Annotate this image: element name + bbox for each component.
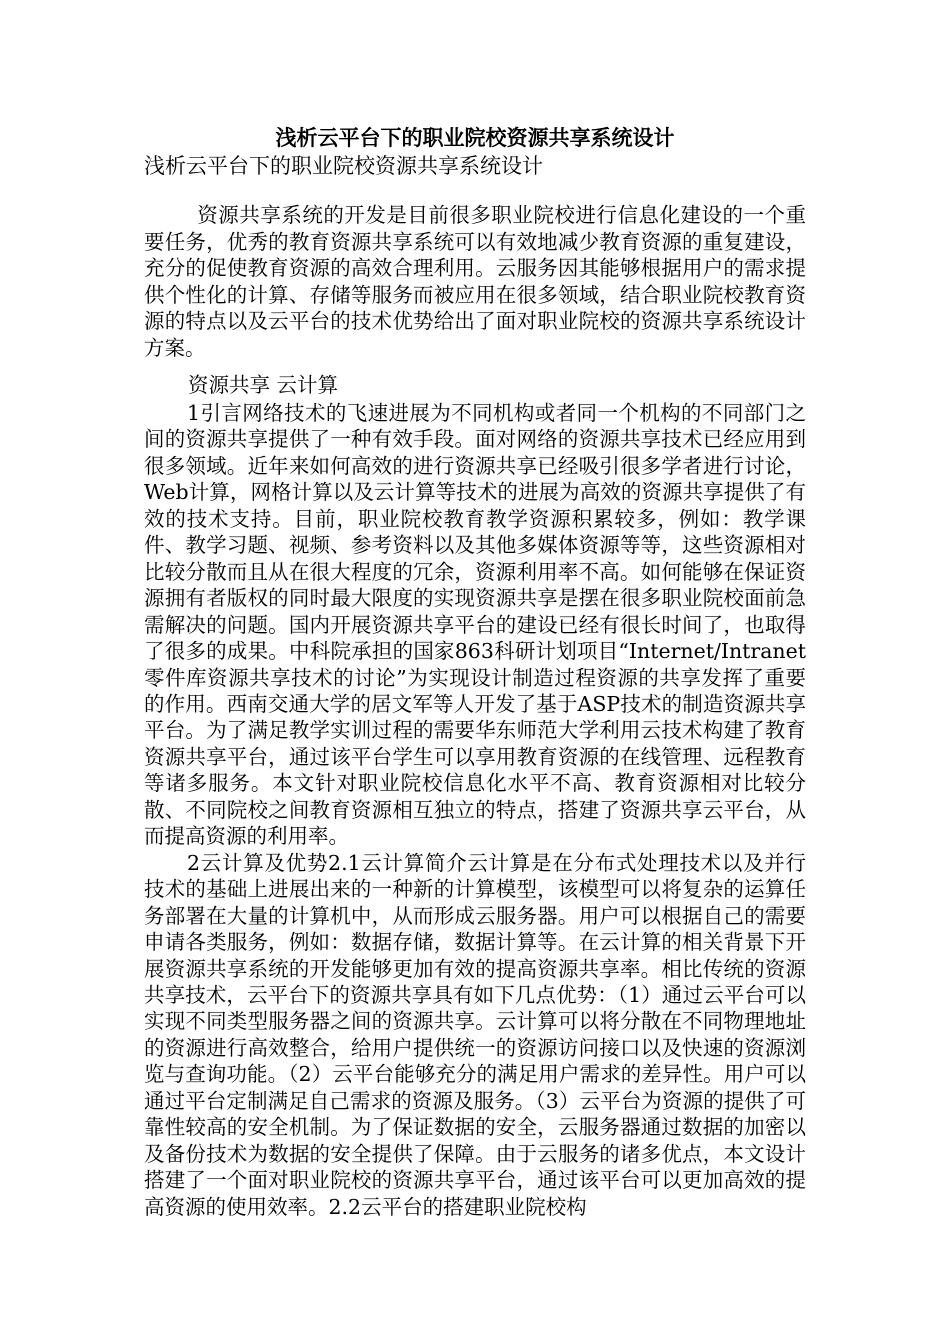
- body-paragraph-cloud-computing: 2云计算及优势2.1云计算简介云计算是在分布式处理技术以及并行技术的基础上进展出来的一种新的计算模型，该模型可以将复杂的运算任务部署在大量的计算机中，从而形成云服务器。用户可以根据自己的需要申请各类服务，例如：数据存储，数据计算等。在云计算的相关背景下开展资源共享系统的开发能够更加有效的提高资源共享率。相比传统的资源共享技术，云平台下的资源共享具有如下几点优势：（1）通过云平台可以实现不同类型服务器之间的资源共享。云计算可以将分散在不同物理地址的资源进行高效整合，给用户提供统一的资源访问接口以及快速的资源浏览与查询功能。（2）云平台能够充分的满足用户需求的差异性。用户可以通过平台定制满足自己需求的资源及服务。（3）云平台为资源的提供了可靠性较高的安全机制。为了保证数据的安全，云服务器通过数据的加密以及备份技术为数据的安全提供了保障。由于云服务的诸多优点，本文设计搭建了一个面对职业院校的资源共享平台，通过该平台可以更加高效的提高资源的使用效率。2.2云平台的搭建职业院校构: [144, 850, 806, 1219]
- document-subtitle: 浅析云平台下的职业院校资源共享系统设计: [144, 154, 543, 178]
- keywords-line: 资源共享 云计算: [188, 373, 339, 397]
- body-text: [144, 400, 806, 1220]
- body-paragraph-introduction: 1引言网络技术的飞速进展为不同机构或者同一个机构的不同部门之间的资源共享提供了一种有效手段。面对网络的资源共享技术已经应用到很多领域。近年来如何高效的进行资源共享已经吸引很多学者进行讨论，Web计算，网格计算以及云计算等技术的进展为高效的资源共享提供了有效的技术支持。目前，职业院校教育教学资源积累较多，例如：教学课件、教学习题、视频、参考资料以及其他多媒体资源等等，这些资源相对比较分散而且从在很大程度的冗余，资源利用率不高。如何能够在保证资源拥有者版权的同时最大限度的实现资源共享是摆在很多职业院校面前急需解决的问题。国内开展资源共享平台的建设已经有很长时间了，也取得了很多的成果。中科院承担的国家863科研计划项目“Internet/Intranet零件库资源共享技术的讨论”为实现设计制造过程资源的共享发挥了重要的作用。西南交通大学的居文军等人开发了基于ASP技术的制造资源共享平台。为了满足教学实训过程的需要华东师范大学利用云技术构建了教育资源共享平台，通过该平台学生可以享用教育资源的在线管理、远程教育等诸多服务。本文针对职业院校信息化水平不高、教育资源相对比较分散、不同院校之间教育资源相互独立的特点，搭建了资源共享云平台，从而提高资源的利用率。: [144, 401, 806, 849]
- document-title: 浅析云平台下的职业院校资源共享系统设计: [275, 125, 675, 150]
- abstract-paragraph: 资源共享系统的开发是目前很多职业院校进行信息化建设的一个重要任务，优秀的教育资源共享系统可以有效地减少教育资源的重复建设，充分的促使教育资源的高效合理利用。云服务因其能够根据用户的需求提供个性化的计算、存储等服务而被应用在很多领域，结合职业院校教育资源的特点以及云平台的技术优势给出了面对职业院校的资源共享系统设计方案。: [144, 203, 806, 360]
